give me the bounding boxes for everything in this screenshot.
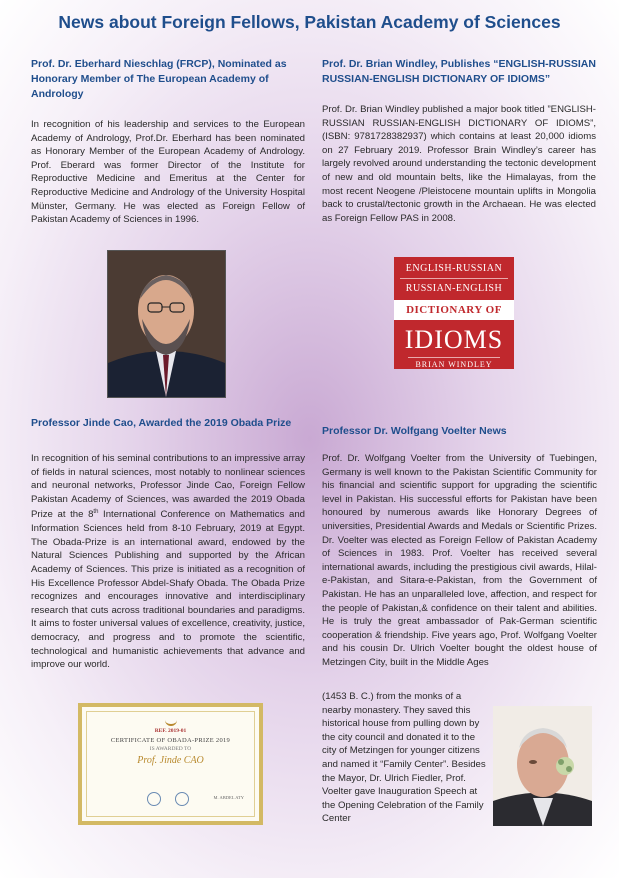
voelter-photo (493, 706, 592, 826)
seal-icon (175, 792, 189, 806)
divider (400, 278, 508, 279)
divider (408, 357, 500, 358)
obada-prize-certificate (78, 703, 263, 825)
certificate-title: CERTIFICATE OF OBADA-PRIZE 2019 (110, 737, 231, 744)
certificate-recipient: Prof. Jinde CAO (137, 755, 204, 766)
article-body (31, 452, 305, 672)
certificate-signatory: M. ABDEL ATY (213, 795, 244, 800)
article-body: Prof. Dr. Brian Windley published a major book titled ”ENGLISH-RUSSIAN RUSSIAN-ENGLISH DICTIONARY OF IDIOMS”, (ISBN: 9781728382937) which contains at least 20,000 idioms on 27 February 2019. Professor Brain Windley’s career has largely revolved around understanding the tectonic development of new and old mountain belts, like the Himalayas, from the most recent Neogene /Pleistocene mountain uplifts in Mongolia back to crustal/tectonic growth in the Archaean. He was elected as Foreign Fellow PAS in 2008. (322, 104, 596, 224)
article-body-wrap: (1453 B. C.) from the monks of a nearby monastery. They saved this historical house from pulling down by the city council and donated it to the city of Metzingen for younger citizens and named it “Family Center”. Besides the Mayor, Dr. Ulrich Fiedler, Prof. Voelter gave Inauguration Speech at the Opening Celebration of the Family Center (322, 691, 486, 825)
article-body: Prof. Dr. Wolfgang Voelter from the University of Tuebingen, Germany is well known to the Pakistan Scientific Community for his financial and scientific support for upgrading the scientific level in Pakistan. His successful efforts for Pakistan have been honoured by numerous awards like Honorary Degrees of universities, Presidential Awards and Medals or Scientific Prizes. Dr. Voelter was elected as Foreign Fellow of Pakistan Academy of Sciences in 1983. Prof. Voelter has received several international awards, including the prestigious civil awards, Hilal-e-Pakistan, and Sitara-e-Pakistan, from the Government of Pakistan. He has an unparalleled love, affection, and respect for the people of Pakistan,& confidence on their talent and abilities. He is truly the great ambassador of Pak-German scientific cooperation & friendship. Five years ago, Prof. Wolfgang Voelter and his cousin Dr. Ulrich Voelter bought the oldest house of Metzingen City, built in the Middle Ages (322, 453, 597, 668)
book-title-line: ENGLISH-RUSSIAN (405, 263, 503, 274)
article-body-part: International Conference on Mathematics and Information Sciences held from 8-10 February, 2019 at Egypt. The Obada-Prize is an international award, endowed by the Natural Sciences Publishing and supported by the African Academy of Sciences. This prize is initiated as a recognition of His Excellence Professor Abdel-Shafy Obada. The Obada Prize recognizes and encourages innovative and interdisciplinary research that cuts across traditional boundaries and paradigms. It aims to foster universal values of excellence, creativity, justice, democracy, and progress and to promote the scientific, technological and humanistic achievements that advance and improve our world. (31, 509, 305, 671)
certificate-ref: REF. 2019-01 (154, 728, 187, 734)
article-cao (31, 416, 305, 672)
article-heading: Professor Dr. Wolfgang Voelter News (322, 425, 507, 437)
nieschlag-photo (107, 250, 226, 398)
superscript: th (93, 509, 99, 516)
certificate-awarded: IS AWARDED TO (149, 746, 192, 752)
article-heading: Prof. Dr. Eberhard Nieschlag (FRCP), Nominated as Honorary Member of The European Academy of Andrology (31, 58, 287, 100)
certificate-border (86, 711, 255, 817)
article-body-part: In recognition of his seminal contributions to an impressive array of fields in natural sciences, most notably to nonlinear sciences and neuronal networks, Professor Jinde Cao, Foreign Fellow Pakistan Academy of Sciences, was awarded the 2019 Obada Prize at the 8 (31, 453, 305, 521)
article-nieschlag (31, 57, 305, 227)
article-body: In recognition of his leadership and services to the European Academy of Andrology, Prof.Dr. Eberhard has been nominated as Honorary Member of the European Academy of Andrology. Prof. Eberard was former Director of the Institute for Reproductive Medicine and Emeritus at the Center for Reproductive Medicine and Andrology of the University Hospital Münster, Germany. He was elected as Foreign Fellow of Pakistan Academy of Sciences in 1996. (31, 119, 305, 226)
book-title-line: DICTIONARY OF (394, 300, 514, 320)
article-heading: Prof. Dr. Brian Windley, Publishes “ENGLISH-RUSSIAN RUSSIAN-ENGLISH DICTIONARY OF IDIOMS” (322, 58, 596, 85)
article-heading: Professor Jinde Cao, Awarded the 2019 Obada Prize (31, 417, 292, 429)
book-title-line: RUSSIAN-ENGLISH (405, 283, 503, 294)
book-title-main: IDIOMS (404, 325, 504, 354)
page-title: News about Foreign Fellows, Pakistan Academy of Sciences (58, 12, 561, 32)
certificate-logo (165, 716, 177, 726)
dictionary-book-cover (394, 257, 514, 369)
book-author: BRIAN WINDLEY (415, 360, 493, 369)
article-voelter (322, 424, 597, 670)
seal-icon (147, 792, 161, 806)
article-windley (322, 57, 596, 225)
